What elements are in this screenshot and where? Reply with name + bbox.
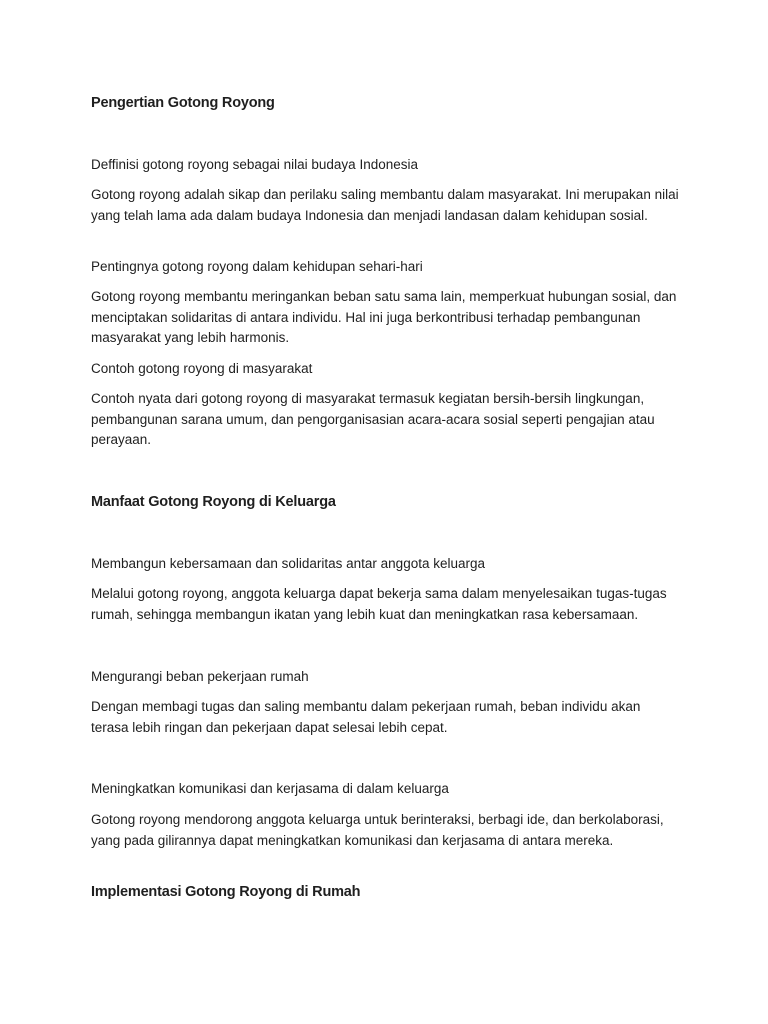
section-heading: Manfaat Gotong Royong di Keluarga bbox=[91, 494, 336, 510]
subheading: Mengurangi beban pekerjaan rumah bbox=[91, 669, 309, 684]
subheading: Contoh gotong royong di masyarakat bbox=[91, 361, 313, 376]
subheading: Meningkatkan komunikasi dan kerjasama di dalam keluarga bbox=[91, 781, 449, 796]
subheading: Pentingnya gotong royong dalam kehidupan sehari-hari bbox=[91, 259, 423, 274]
section-heading: Pengertian Gotong Royong bbox=[91, 95, 275, 111]
paragraph: Gotong royong mendorong anggota keluarga untuk berinteraksi, berbagi ide, dan berkolaborasi, yang pada gilirannya dapat meningkatkan komunikasi dan kerjasama di antara mereka. bbox=[91, 812, 664, 848]
paragraph: Contoh nyata dari gotong royong di masyarakat termasuk kegiatan bersih-bersih lingkungan, pembangunan sarana umum, dan pengorganisasian acara-acara sosial seperti pengajian atau perayaan. bbox=[91, 391, 655, 447]
paragraph: Gotong royong adalah sikap dan perilaku saling membantu dalam masyarakat. Ini merupakan nilai yang telah lama ada dalam budaya Indonesia dan menjadi landasan dalam kehidupan sosial. bbox=[91, 187, 679, 223]
subheading: Deffinisi gotong royong sebagai nilai budaya Indonesia bbox=[91, 157, 418, 172]
subheading: Membangun kebersamaan dan solidaritas antar anggota keluarga bbox=[91, 556, 486, 571]
section-heading: Implementasi Gotong Royong di Rumah bbox=[91, 884, 361, 900]
paragraph: Melalui gotong royong, anggota keluarga dapat bekerja sama dalam menyelesaikan tugas-tugas rumah, sehingga membangun ikatan yang lebih kuat dan meningkatkan rasa kebersamaan. bbox=[91, 586, 667, 622]
paragraph: Gotong royong membantu meringankan beban satu sama lain, memperkuat hubungan sosial, dan menciptakan solidaritas di antara individu. Hal ini juga berkontribusi terhadap pembangunan masyarakat yang lebih harmonis. bbox=[91, 289, 677, 345]
paragraph: Dengan membagi tugas dan saling membantu dalam pekerjaan rumah, beban individu akan terasa lebih ringan dan pekerjaan dapat selesai lebih cepat. bbox=[91, 699, 641, 735]
